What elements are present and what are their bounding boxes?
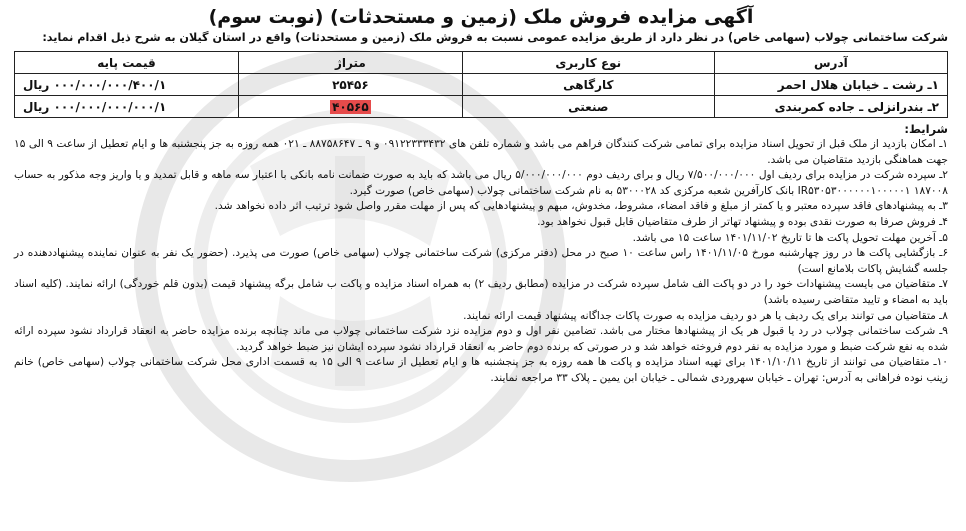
condition-item: ۲ـ سپرده شرکت در مزایده برای ردیف اول ۷/۵۰۰/۰۰۰/۰۰۰ ریال و برای ردیف دوم ۵/۰۰۰/۰۰۰/۰۰۰ ریال می باشد که باید به صورت ضمانت نامه بانکی با اعتبار سه ماهه و قابل تمدید و یا واریز وجه مذکور به حساب ۱۸۷۰۰۸ IR۵۳۰۵۳۰۰۰۰۰۰۱۰۰۰۰۰۱ بانک کارآفرین شعبه مرکزی کد ۵۳۰۰۰۲۸ به نام شرکت ساختمانی چولاب (سهامی خاص) صورت گیرد. <box>14 169 948 197</box>
table-row <box>15 74 948 96</box>
notice-intro: شرکت ساختمانی چولاب (سهامی خاص) در نظر دارد از طریق مزایده عمومی نسبت به فروش ملک (زمین و مستحدثات) واقع در استان گیلان به شرح ذیل اقدام نماید: <box>42 31 948 44</box>
notice <box>0 6 966 387</box>
row-price: ۰۰۰/۰۰۰/۰۰۰/۰۰۰/۱ ریال <box>15 96 239 118</box>
condition-item: ۴ـ فروش صرفا به صورت نقدی بوده و پیشنهاد تهاتر از طرف متقاضیان قابل قبول نخواهد بود. <box>537 215 948 228</box>
condition-item: ۵ـ آخرین مهلت تحویل پاکت ها تا تاریخ ۱۴۰۱/۱۱/۰۲ ساعت ۱۵ می باشد. <box>632 231 948 244</box>
table-header-row <box>15 52 948 74</box>
row-address: ۲ـ بندرانزلی ـ جاده کمربندی <box>714 96 947 118</box>
row-area-value-highlighted: ۴۰۵۶۵ <box>332 99 369 114</box>
header-area: متراژ <box>238 52 462 74</box>
header-usage: نوع کاربری <box>462 52 714 74</box>
condition-item: ۶ـ بازگشایی پاکت ها در روز چهارشنبه مورخ ۱۴۰۱/۱۱/۰۵ راس ساعت ۱۰ صبح در محل (دفتر مرکزی) شرکت ساختمانی چولاب (سهامی خاص) صورت می پذیرد. (حضور یک نفر به عنوان نماینده پیشنهاددهنده در جلسه گشایش پاکات بلامانع است) <box>14 247 949 275</box>
row-area <box>238 96 462 118</box>
row-usage: کارگاهی <box>462 74 714 96</box>
row-usage: صنعتی <box>462 96 714 118</box>
row-price: ۰۰۰/۰۰۰/۰۰۰/۴۰۰/۱ ریال <box>15 74 239 96</box>
table-row <box>15 96 948 118</box>
condition-item: ۷ـ متقاضیان می بایست پیشنهادات خود را در دو پاکت الف شامل سپرده شرکت در مزایده (مطابق ردیف ۲) به همراه اسناد مزایده و پاکت ب شامل برگه پیشنهاد قیمت (بدون قلم خوردگی) ارائه نمایند. (کلیه اسناد باید به امضاء و تایید متقاضی رسیده باشد) <box>14 278 948 306</box>
row-area-value: ۲۵۴۵۶ <box>332 77 369 92</box>
notice-title: آگهی مزایده فروش ملک (زمین و مستحدثات) (نوبت سوم) <box>208 6 754 28</box>
condition-item: ۳ـ به پیشنهادهای فاقد سپرده معتبر و یا کمتر از مبلغ و فاقد امضاء، مشروط، مخدوش، مبهم و پیشنهادهایی که پس از مهلت مقرر واصل شود ترتیب اثر داده نخواهد شد. <box>214 200 948 213</box>
header-address: آدرس <box>714 52 947 74</box>
condition-item: ۹ـ شرکت ساختمانی چولاب در رد یا قبول هر یک از پیشنهادها مختار می باشد. تضامین نفر اول و دوم مزایده نزد شرکت ساختمانی چولاب می ماند چنانچه برنده مزایده حاضر به انعقاد قرارداد نشود سپرده ارائه شده به نفع شرکت ضبط و مورد مزایده به نفر دوم فروخته خواهد شد و در صورتی که برنده دوم حاضر به انعقاد قرارداد نشود سپرده ایشان نیز ضبط خواهد گردید. <box>14 325 948 353</box>
header-price: قیمت پایه <box>15 52 239 74</box>
property-table <box>14 51 948 118</box>
condition-item: ۱ـ امکان بازدید از ملک قبل از تحویل اسناد مزایده برای تمامی شرکت کنندگان فراهم می باشد و شماره تلفن های ۰۹۱۲۲۳۳۳۴۳۲ و ۹ ـ ۸۸۷۵۸۶۴۷ ـ ۰۲۱ همه روزه به جز پنجشنبه ها و ایام تعطیل از ساعت ۹ الی ۱۵ جهت هماهنگی بازدید متقاضیان می باشد. <box>14 138 948 166</box>
condition-item: ۱۰ـ متقاضیان می توانند از تاریخ ۱۴۰۱/۱۰/۱۱ برای تهیه اسناد مزایده و پاکت ها همه روزه به جز پنجشنبه ها و ایام تعطیل از ساعت ۹ الی ۱۵ به قسمت اداری محل شرکت ساختمانی چولاب (سهامی خاص) خانم زینب نوده فراهانی به آدرس: تهران ـ خیابان سهروردی شمالی ـ خیابان ابن یمین ـ پلاک ۳۳ مراجعه نمایند. <box>14 356 948 384</box>
row-area <box>238 74 462 96</box>
condition-item: ۸ـ متقاضیان می توانند برای یک ردیف یا هر دو ردیف مزایده به صورت پاکات جداگانه پیشنهاد قیمت ارائه نمایند. <box>463 309 948 322</box>
row-address: ۱ـ رشت ـ خیابان هلال احمر <box>714 74 947 96</box>
conditions-title: شرایط: <box>904 122 948 136</box>
